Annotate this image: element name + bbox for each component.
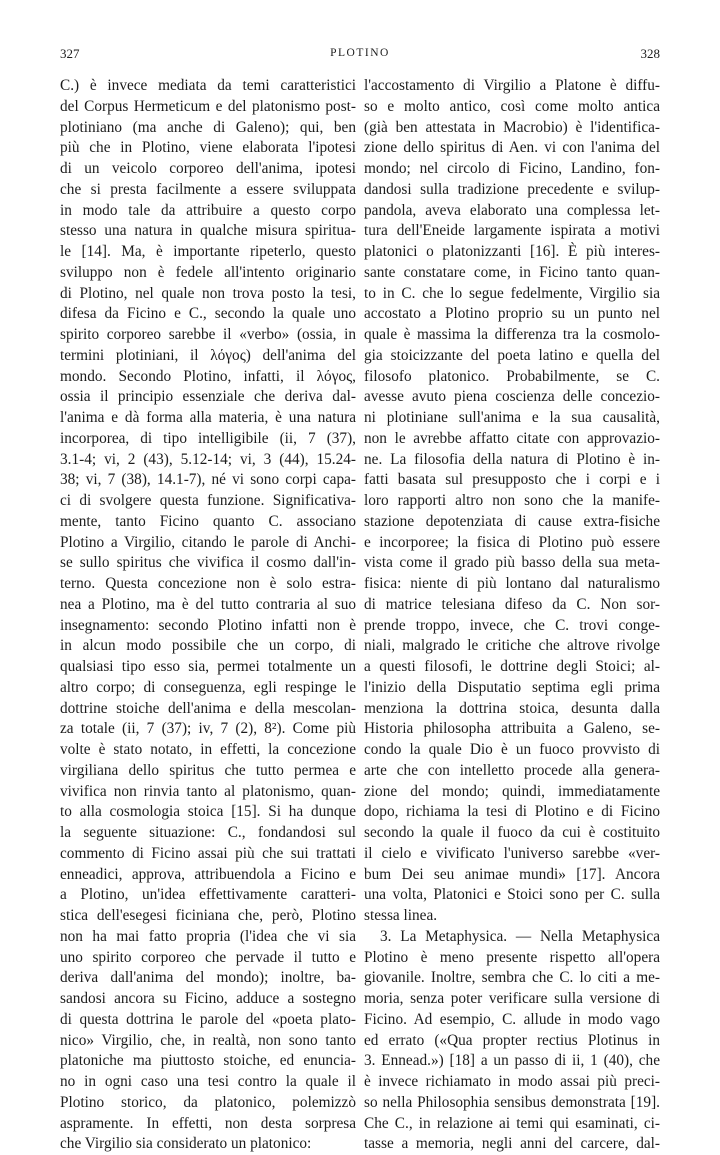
text-line: zione del mondo; quindi, immediatamente [364,782,660,800]
text-line: no in ogni caso una tesi contro la quale il [60,1073,356,1090]
text-line: gia stoicizzante del poeta latino e quella del [364,346,660,364]
text-line: so e molto antico, così come molto antica [364,97,660,115]
text-line: aspramente. In effetti, non desta sorpresa [60,1114,356,1132]
text-line: 38; vi, 7 (38), 14.1-7), né vi sono corpi capa- [60,471,356,489]
text-line: 3. La Metaphysica. — Nella Metaphysica [380,927,660,945]
page-number-left: 327 [60,46,80,61]
text-line: ci di svolgere questa funzione. Significativa- [60,492,356,509]
text-line: quale è massima la differenza tra la cosmolo- [364,326,660,343]
text-line: dottrine stoiche dell'anima e della mescolan- [60,699,356,717]
text-line: sviluppo non è fedele all'intento originario [60,263,356,281]
text-line: una volta, Platonici e Stoici sono per C. sulla [364,886,660,904]
text-line: Plotino storico, da platonico, polemizzò [60,1093,356,1111]
text-line: tura dell'Eneide largamente ispirata a motivi [364,222,660,240]
text-line: Che C., in relazione ai temi qui esaminati, ci- [364,1114,660,1132]
running-header [60,46,660,66]
text-line: ne. La filosofia della natura di Plotino è in- [364,450,660,468]
text-line: (già ben attestata in Macrobio) è l'identifica- [364,118,660,136]
text-line: loro rapporti altro non sono che la manife- [364,492,660,509]
text-line: zione dello spiritus di Aen. vi con l'anima del [364,139,660,157]
text-line: non ha mai fatto propria (l'idea che vi sia [60,927,356,945]
text-line: non le avrebbe affatto citate con approvazio- [364,429,660,447]
text-line: fisica: niente di più lontano dal naturalismo [364,575,660,592]
text-line: l'anima e dà forma alla materia, è una natura [60,409,356,426]
text-line: mente, tanto Ficino quanto C. associano [60,512,356,530]
text-line: uno spirito corporeo che pervade il tutto e [60,948,356,966]
text-line: la seguente situazione: C., fondandosi sul [60,824,356,841]
text-line: di Plotino, nel quale non trova posto la tesi, [60,284,356,302]
text-line: dopo, richiama la tesi di Plotino e di Ficino [364,803,660,821]
text-line: dandosi sulla tradizione precedente e svilup- [364,180,660,198]
text-line: za totale (ii, 7 (37); iv, 7 (2), 8²). Come più [60,720,356,738]
text-line: 3.1-4; vi, 2 (43), 5.12-14; vi, 3 (44), 15.24- [60,450,356,468]
text-line: termini plotiniani, il λόγος) dell'anima del [60,346,356,364]
text-line: è invece richiamato in modo assai più preci- [364,1073,660,1090]
text-line: di matrice telesiana difeso da C. Non sor- [364,595,660,613]
text-line: sandosi ancora su Ficino, adduce a sostegno [60,990,356,1007]
text-line: nico» Virgilio, che, in realtà, non sono tanto [60,1031,356,1049]
text-line: tasse a memoria, negli anni del carcere, dal- [364,1135,660,1153]
text-line: ossia il principio essenziale che deriva dal- [60,388,356,406]
text-line: prende troppo, invece, che C. trovi conge- [364,616,660,634]
text-line: 3. Ennead.») [18] a un passo di ii, 1 (40), che [364,1052,660,1070]
text-line: secondo la quale il fuoco da cui è costituito [364,824,660,841]
text-line: Plotino a Virgilio, citando le parole di Anchi- [60,533,356,551]
text-line: accostato a Plotino proprio su un punto nel [364,305,660,323]
text-line: deriva dall'anima del mondo); inoltre, ba- [60,969,356,987]
text-line: vivifica non rinvia tanto al platonismo, quan- [60,782,356,800]
text-line: vista come il grado più basso della sua meta- [364,554,660,572]
text-line: incorporea, di tipo intelligibile (ii, 7 (37), [60,429,356,447]
text-line: sante constatare come, in Ficino tanto quan- [364,263,660,281]
text-line: stazione depotenziata di cause extra-fisiche [364,512,660,530]
text-line: arte che con intelletto procede alla genera- [364,761,660,779]
text-line: l'inizio della Disputatio septima egli prima [364,678,660,696]
text-line: di questa dottrina le parole del «poeta plato- [60,1010,356,1028]
text-line: filosofo platonico. Probabilmente, se C. [364,367,660,385]
text-line: plotiniano (ma anche di Galeno); qui, ben [60,118,356,136]
left-column [60,76,356,1155]
text-line: to alla cosmologia stoica [15]. Si ha dunque [60,803,356,821]
text-line: altro corpo; di conseguenza, egli respinge le [60,678,356,696]
page-number-right: 328 [640,46,660,61]
right-column [364,76,660,1155]
text-line: stessa linea. [364,907,438,924]
text-line: e incorporee; la fisica di Plotino può essere [364,533,660,551]
text-line: qualsiasi tipo esso sia, permei totalmente un [60,658,356,675]
text-line: difesa da Ficino e C., secondo la quale uno [60,305,356,323]
text-line: bum Dei seu animae mundi» [17]. Ancora [364,865,660,883]
text-line: giovanile. Inoltre, sembra che C. lo citi a me- [364,969,660,987]
text-line: nea a Plotino, ma è del tutto contraria al suo [60,595,356,613]
text-line: in alcun modo possibile che un corpo, di [60,637,356,655]
text-line: avesse avuto piena coscienza delle concezio- [364,388,660,406]
text-line: mondo. Secondo Plotino, infatti, il λόγος, [60,367,356,385]
text-line: moria, senza poter verificare sulla versione di [364,990,660,1007]
text-line: di un veicolo corporeo dell'anima, ipotesi [60,160,356,177]
text-line: insegnamento: secondo Plotino infatti non è [60,616,356,634]
text-line: terno. Questa concezione non è solo estra- [60,575,356,592]
text-line: Historia philosopha attribuita a Galeno, se- [364,720,660,738]
text-line: so nella Philosophia sensibus demonstrata [19]. [364,1093,660,1111]
text-line: Ficino. Ad esempio, C. allude in modo vago [364,1010,660,1028]
text-line: del Corpus Hermeticum e del platonismo post- [60,97,356,115]
text-line: a Plotino, un'idea effettivamente caratteri- [60,886,356,904]
text-line: pandola, aveva elaborato una complessa let- [364,201,660,219]
text-line: volte è stato notato, in effetti, la concezione [60,741,356,758]
text-line: più che in Plotino, viene elaborata l'ipotesi [60,139,356,157]
text-line: enneadici, approva, attribuendola a Ficino e [60,865,356,883]
text-line: commento di Ficino assai più che sui trattati [60,844,356,862]
text-line: le [14]. Ma, è importante ripeterlo, questo [60,243,356,260]
text-line: spirito corporeo sarebbe il «verbo» (ossia, in [60,326,356,343]
text-line: condo la quale Dio è un fuoco provvisto di [364,741,660,758]
text-line: stesso una natura in qualche misura spiritua- [60,222,356,240]
text-line: che Virgilio sia considerato un platonico: [60,1135,312,1153]
text-line: ni plotiniane sull'anima e la sua causalità, [364,409,660,426]
text-line: niali, malgrado le critiche che altrove rivolge [364,637,660,655]
text-line: che si presta facilmente a essere sviluppata [60,180,356,198]
text-line: virgiliana dello spiritus che tutto permea e [60,761,356,779]
text-line: l'accostamento di Virgilio a Platone è diffu- [364,77,660,94]
text-line: in modo tale da attribuire a questo corpo [60,201,356,219]
text-line: to in C. che lo segue fedelmente, Virgilio sia [364,284,660,302]
text-line: a questi filosofi, le dottrine degli Stoici; al- [364,658,660,675]
text-line: platonici o platonizzanti [16]. È più interes- [364,243,660,260]
text-line: ed errato («Qua propter rectius Plotinus in [364,1031,660,1049]
text-line: mondo; nel circolo di Ficino, Landino, fon- [364,160,660,177]
text-line: platoniche ma piuttosto stoiche, ed enuncia- [60,1052,356,1070]
text-line: se sullo spiritus che vivifica il cosmo dall'in- [60,554,356,572]
text-line: menziona la dottrina stoica, desunta dalla [364,699,660,717]
running-head-title: PLOTINO [330,47,390,59]
text-line: C.) è invece mediata da temi caratteristici [60,77,356,94]
text-line: fatti basata sul presupposto che i corpi e i [364,471,660,489]
text-line: Plotino è meno presente rispetto all'opera [364,948,660,966]
text-line: il cielo e vivificato l'universo sarebbe «ver- [364,844,660,862]
text-line: stica dell'esegesi ficiniana che, però, Plotino [60,907,356,924]
